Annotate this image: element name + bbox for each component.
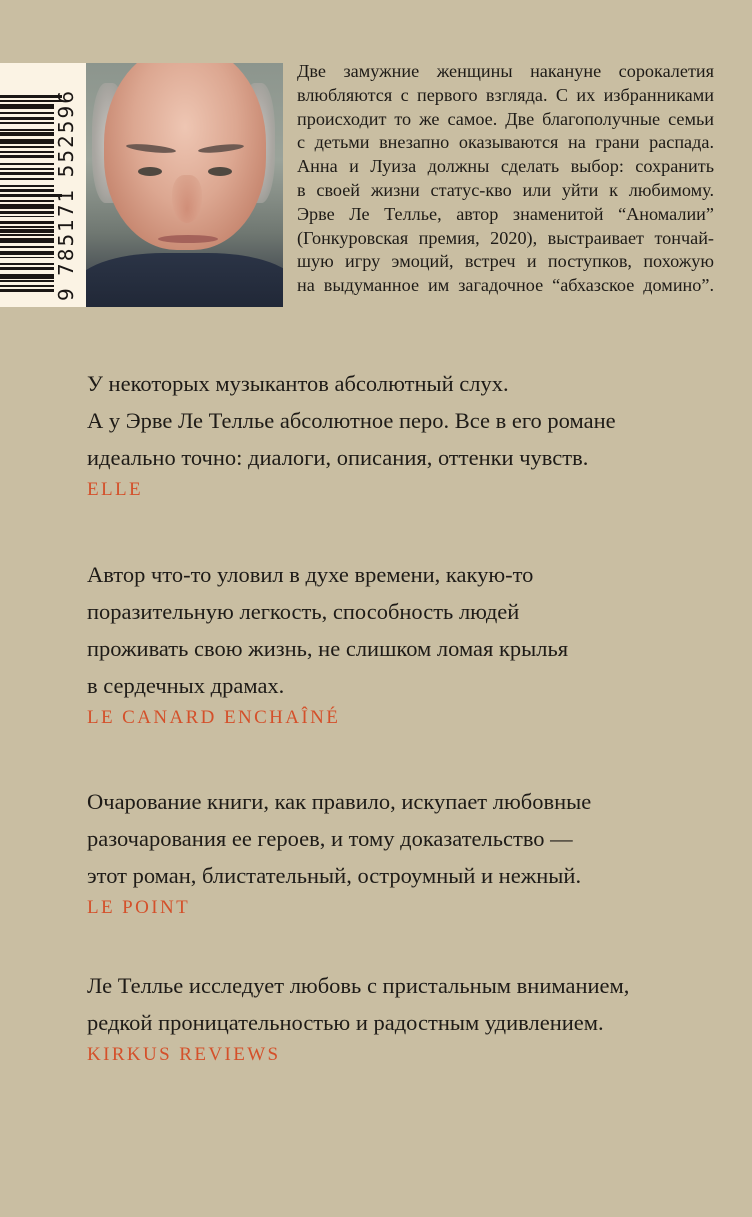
barcode-bar [0, 178, 54, 180]
quote-line: идеально точно: диалоги, описания, оттенки чувств. [87, 445, 589, 470]
quote-source: LE POINT [87, 897, 191, 918]
barcode-bar [0, 263, 54, 265]
blurb-line: Эрве Ле Теллье, автор знаменитой “Аномалии” [297, 203, 714, 224]
quote-line: У некоторых музыкантов абсолютный слух. [87, 371, 509, 396]
barcode-bar [0, 285, 54, 287]
barcode-bar [0, 95, 62, 98]
blurb-line: в своей жизни статус-кво или уйти к любимому. [297, 179, 714, 200]
review-quote-kirkus [87, 967, 717, 1070]
quote-line: редкой проницательностью и радостным удивлением. [87, 1010, 604, 1035]
barcode-bar [0, 274, 54, 279]
barcode-bar [0, 155, 54, 158]
barcode-bar [0, 185, 54, 187]
review-quote-canard-enchaine [87, 556, 717, 733]
barcode-bar [0, 122, 54, 124]
isbn-digit-group: 785171 [54, 187, 78, 276]
quote-line: в сердечных драмах. [87, 673, 285, 698]
review-quote-le-point [87, 783, 717, 923]
barcode-bar [0, 289, 54, 292]
barcode-bar [0, 132, 54, 135]
barcode-bar [0, 251, 54, 254]
barcode-bar [0, 151, 54, 153]
barcode-bar [0, 100, 62, 102]
barcode-bar [0, 139, 54, 144]
barcode-bar [0, 200, 54, 202]
book-blurb [297, 60, 714, 298]
barcode-bar [0, 189, 54, 192]
quote-line: разочарования ее героев, и тому доказательство — [87, 826, 573, 851]
quote-line: Ле Теллье исследует любовь с пристальным вниманием, [87, 973, 630, 998]
isbn-digits [54, 89, 78, 301]
eye-left [138, 167, 162, 176]
quote-line: поразительную легкость, способность людей [87, 599, 520, 624]
isbn-digit-group: 9 [54, 286, 78, 301]
quote-source: KIRKUS REVIEWS [87, 1044, 281, 1065]
back-cover-header [0, 63, 752, 307]
blurb-line: (Гонкуровская премия, 2020), выстраивает тончай- [297, 227, 714, 248]
blurb-line: Две замужние женщины накануне сорокалетия [297, 61, 714, 81]
barcode-bar [0, 216, 54, 218]
author-portrait-photo [86, 63, 283, 307]
isbn-digit-group: 552596 [54, 89, 78, 178]
jacket [86, 253, 283, 307]
nose [172, 175, 202, 223]
barcode-bar [0, 226, 54, 228]
eye-right [208, 167, 232, 176]
blurb-line: с детьми внезапно оказываются на грани распада. [297, 132, 714, 153]
quote-line: проживать свою жизнь, не слишком ломая крылья [87, 636, 569, 661]
barcode-bar [0, 129, 54, 131]
quote-line: этот роман, блистательный, остроумный и нежный. [87, 863, 582, 888]
barcode-bar [0, 168, 54, 170]
barcode-bar [0, 238, 54, 243]
blurb-line: на выдуманное им загадочное “абхазское домино”. [297, 275, 714, 296]
barcode-bar [0, 221, 54, 224]
barcode-bar [0, 146, 54, 148]
barcode-bar [0, 194, 62, 197]
barcode-bar [0, 229, 54, 232]
quote-source: ELLE [87, 479, 144, 500]
quote-line: А у Эрве Ле Теллье абсолютное перо. Все в его романе [87, 408, 616, 433]
quote-source: LE CANARD ENCHAÎNÉ [87, 707, 341, 728]
quote-line: Автор что-то уловил в духе времени, какую-то [87, 562, 534, 587]
barcode-bar [0, 172, 54, 175]
quote-line: Очарование книги, как правило, искупает любовные [87, 789, 592, 814]
barcode-bar [0, 204, 54, 209]
barcode-bar [0, 280, 54, 282]
review-quote-elle [87, 365, 717, 505]
mouth [158, 235, 218, 243]
barcode-bar [0, 163, 54, 165]
barcode-icon [0, 63, 86, 307]
barcode-bar [0, 117, 54, 120]
barcode-bar [0, 112, 54, 114]
blurb-line: влюбляются с первого взгляда. С их избранниками [297, 84, 714, 105]
blurb-line: происходит то же самое. Две благополучные семьи [297, 108, 714, 129]
barcode-bar [0, 234, 54, 236]
barcode-bar [0, 104, 54, 109]
barcode-bar [0, 267, 54, 270]
blurb-line: шую игру эмоций, встреч и поступков, похожую [297, 251, 714, 272]
blurb-line: Анна и Луиза должны сделать выбор: сохранить [297, 156, 714, 177]
barcode-bar [0, 246, 54, 248]
barcode-bar [0, 257, 54, 259]
barcode-bar [0, 211, 54, 214]
